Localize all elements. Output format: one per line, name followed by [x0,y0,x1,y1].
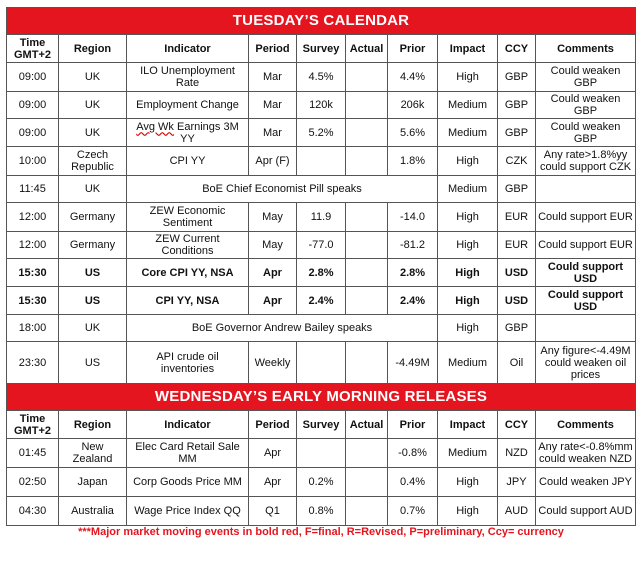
cell-ccy: GBP [498,92,536,119]
cell-impact: Medium [438,439,498,468]
cell-time: 10:00 [7,147,59,176]
cell-indicator: API crude oil inventories [127,342,249,384]
cell-impact: High [438,232,498,259]
col-header-period: Period [249,35,297,63]
table-row [7,342,636,384]
cell-time: 09:00 [7,119,59,147]
cell-indicator: ZEW Economic Sentiment [127,203,249,232]
cell-actual [346,203,388,232]
cell-time: 18:00 [7,315,59,342]
cell-indicator: ILO Unemployment Rate [127,63,249,92]
cell-time: 11:45 [7,176,59,203]
tuesday-header-row [7,35,636,63]
col-header-indicator: Indicator [127,411,249,439]
col-header-actual: Actual [346,35,388,63]
indicator-part: Earnings 3M YY [173,120,239,145]
cell-ccy: GBP [498,119,536,147]
cell-impact: Medium [438,176,498,203]
cell-comments: Could support AUD [536,497,636,526]
cell-survey: -77.0 [297,232,346,259]
cell-actual [346,468,388,497]
cell-indicator: Corp Goods Price MM [127,468,249,497]
cell-impact: High [438,63,498,92]
cell-region: US [59,342,127,384]
cell-impact: High [438,315,498,342]
cell-region: Germany [59,203,127,232]
cell-period: May [249,203,297,232]
cell-ccy: AUD [498,497,536,526]
col-header-region: Region [59,411,127,439]
cell-ccy: USD [498,259,536,287]
cell-actual [346,259,388,287]
cell-ccy: GBP [498,176,536,203]
calendar-table [6,7,636,526]
col-header-impact: Impact [438,35,498,63]
col-header-prior: Prior [388,411,438,439]
cell-ccy: EUR [498,232,536,259]
tuesday-banner [7,8,636,35]
cell-time: 09:00 [7,92,59,119]
cell-actual [346,287,388,315]
cell-time: 02:50 [7,468,59,497]
cell-impact: Medium [438,92,498,119]
cell-actual [346,119,388,147]
cell-comments: Could weaken GBP [536,92,636,119]
cell-indicator: CPI YY, NSA [127,287,249,315]
cell-region: UK [59,315,127,342]
cell-indicator: ZEW Current Conditions [127,232,249,259]
table-row [7,439,636,468]
cell-survey: 0.8% [297,497,346,526]
col-header-ccy: CCY [498,35,536,63]
table-row [7,63,636,92]
cell-comments: Could support USD [536,287,636,315]
cell-indicator: Wage Price Index QQ [127,497,249,526]
cell-impact: High [438,497,498,526]
cell-period: Apr (F) [249,147,297,176]
cell-impact: High [438,147,498,176]
cell-time: 12:00 [7,203,59,232]
tuesday-title: TUESDAY’S CALENDAR [7,8,636,35]
cell-survey: 2.8% [297,259,346,287]
cell-period: May [249,232,297,259]
cell-comments: Any figure<-4.49M could weaken oil prices [536,342,636,384]
cell-impact: High [438,468,498,497]
col-header-period: Period [249,411,297,439]
cell-period: Q1 [249,497,297,526]
cell-actual [346,232,388,259]
cell-prior: 4.4% [388,63,438,92]
cell-survey: 120k [297,92,346,119]
cell-prior: 0.7% [388,497,438,526]
cell-region: Australia [59,497,127,526]
economic-calendar [6,7,635,526]
cell-comments: Could support EUR [536,203,636,232]
cell-time: 23:30 [7,342,59,384]
cell-actual [346,63,388,92]
cell-prior: 1.8% [388,147,438,176]
cell-time: 04:30 [7,497,59,526]
cell-actual [346,439,388,468]
footer-note: ***Major market moving events in bold red, F=final, R=Revised, P=preliminary, Ccy= currency [78,526,564,538]
cell-prior: 2.4% [388,287,438,315]
cell-comments: Any rate>1.8%yy could support CZK [536,147,636,176]
cell-survey: 11.9 [297,203,346,232]
cell-prior: -81.2 [388,232,438,259]
wednesday-header-row [7,411,636,439]
cell-region: US [59,259,127,287]
col-header-time: Time GMT+2 [7,411,59,439]
cell-survey [297,342,346,384]
cell-ccy: JPY [498,468,536,497]
cell-ccy: USD [498,287,536,315]
cell-impact: High [438,259,498,287]
cell-impact: Medium [438,342,498,384]
cell-time: 09:00 [7,63,59,92]
cell-survey: 0.2% [297,468,346,497]
cell-ccy: GBP [498,315,536,342]
cell-period: Apr [249,468,297,497]
col-header-comments: Comments [536,35,636,63]
cell-ccy: GBP [498,63,536,92]
cell-region: US [59,287,127,315]
table-row [7,497,636,526]
cell-prior: -14.0 [388,203,438,232]
cell-time: 15:30 [7,287,59,315]
cell-prior: 2.8% [388,259,438,287]
col-header-ccy: CCY [498,411,536,439]
cell-prior: -4.49M [388,342,438,384]
cell-comments: Could weaken GBP [536,63,636,92]
cell-ccy: EUR [498,203,536,232]
cell-indicator [127,119,249,147]
wednesday-title: WEDNESDAY’S EARLY MORNING RELEASES [7,384,636,411]
cell-ccy: Oil [498,342,536,384]
cell-indicator: Employment Change [127,92,249,119]
cell-period: Mar [249,119,297,147]
table-row [7,232,636,259]
table-row [7,176,636,203]
cell-region: UK [59,119,127,147]
table-row [7,315,636,342]
cell-region: Czech Republic [59,147,127,176]
col-header-comments: Comments [536,411,636,439]
cell-ccy: NZD [498,439,536,468]
cell-indicator: BoE Governor Andrew Bailey speaks [127,315,438,342]
cell-time: 12:00 [7,232,59,259]
wednesday-banner [7,384,636,411]
cell-region: Japan [59,468,127,497]
col-header-region: Region [59,35,127,63]
col-header-survey: Survey [297,411,346,439]
cell-actual [346,147,388,176]
cell-comments: Any rate<-0.8%mm could weaken NZD [536,439,636,468]
col-header-time: Time GMT+2 [7,35,59,63]
cell-region: UK [59,176,127,203]
cell-indicator: CPI YY [127,147,249,176]
cell-prior: 5.6% [388,119,438,147]
cell-comments [536,176,636,203]
cell-period: Apr [249,259,297,287]
cell-impact: High [438,287,498,315]
table-row [7,119,636,147]
cell-comments: Could weaken GBP [536,119,636,147]
col-header-indicator: Indicator [127,35,249,63]
cell-ccy: CZK [498,147,536,176]
cell-prior: 206k [388,92,438,119]
col-header-prior: Prior [388,35,438,63]
cell-indicator: Core CPI YY, NSA [127,259,249,287]
cell-period: Apr [249,287,297,315]
cell-comments: Could support EUR [536,232,636,259]
cell-survey: 2.4% [297,287,346,315]
cell-time: 01:45 [7,439,59,468]
table-row [7,259,636,287]
cell-survey [297,147,346,176]
table-row [7,92,636,119]
cell-prior: -0.8% [388,439,438,468]
cell-indicator: Elec Card Retail Sale MM [127,439,249,468]
cell-actual [346,497,388,526]
cell-region: New Zealand [59,439,127,468]
cell-period: Mar [249,92,297,119]
cell-survey: 4.5% [297,63,346,92]
cell-comments: Could weaken JPY [536,468,636,497]
cell-region: UK [59,63,127,92]
cell-period: Weekly [249,342,297,384]
table-row [7,203,636,232]
cell-impact: Medium [438,119,498,147]
cell-region: Germany [59,232,127,259]
cell-prior: 0.4% [388,468,438,497]
col-header-actual: Actual [346,411,388,439]
indicator-part: Avg Wk [136,120,174,133]
cell-survey: 5.2% [297,119,346,147]
cell-comments [536,315,636,342]
cell-indicator: BoE Chief Economist Pill speaks [127,176,438,203]
table-row [7,287,636,315]
table-row [7,147,636,176]
cell-impact: High [438,203,498,232]
cell-time: 15:30 [7,259,59,287]
col-header-impact: Impact [438,411,498,439]
cell-survey [297,439,346,468]
cell-period: Apr [249,439,297,468]
col-header-survey: Survey [297,35,346,63]
table-row [7,468,636,497]
cell-region: UK [59,92,127,119]
cell-actual [346,92,388,119]
cell-actual [346,342,388,384]
cell-comments: Could support USD [536,259,636,287]
cell-period: Mar [249,63,297,92]
